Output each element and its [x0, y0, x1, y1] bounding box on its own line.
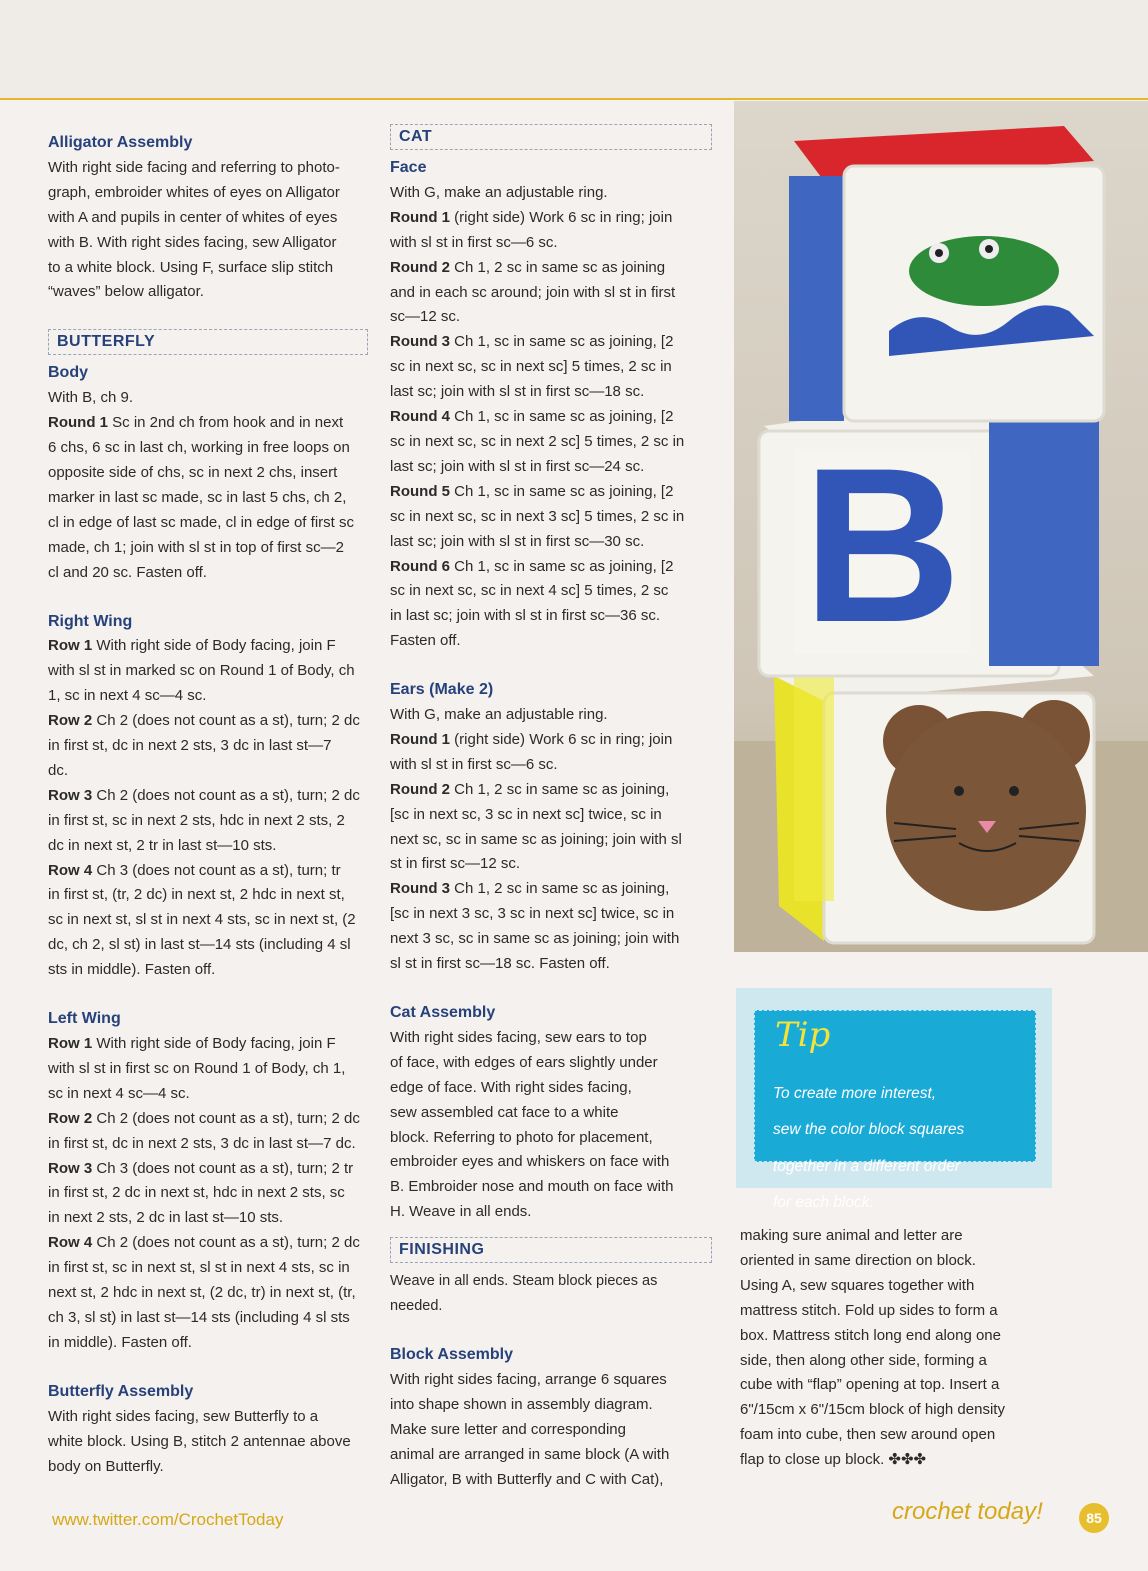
instruction-line [48, 486, 368, 511]
step-label: Round 2 [390, 258, 450, 276]
step-text: sl st in first sc—18 sc. Fasten off. [390, 955, 610, 973]
step-text: (right side) Work 6 sc in ring; join [450, 730, 673, 748]
instruction-line [390, 952, 712, 977]
instruction-line [48, 1082, 368, 1107]
step-text: Ch 2 (does not count as a st), turn; 2 dc [92, 786, 360, 804]
text-line: making sure animal and letter are [740, 1227, 963, 1244]
instruction-line [48, 1256, 368, 1281]
step-text: last sc; join with sl st in first sc—24 sc. [390, 457, 645, 475]
instruction-line [390, 380, 712, 405]
text-line: graph, embroider whites of eyes on Alligator [48, 183, 340, 201]
step-text: Ch 1, sc in same sc as joining, [2 [450, 482, 674, 500]
instruction-line [48, 536, 368, 561]
block-letter: B [802, 422, 962, 668]
step-label: Row 4 [48, 1234, 93, 1252]
text-line: oriented in same direction on block. [740, 1251, 976, 1269]
step-label: Row 3 [48, 1159, 93, 1177]
step-text: in next 2 sts, 2 dc in last st—10 sts. [48, 1209, 284, 1227]
text-line: for each block. [773, 1194, 874, 1211]
instruction-line [390, 281, 712, 306]
cat-section-header: CAT [390, 124, 712, 150]
instruction-line [48, 933, 368, 958]
text-line: foam into cube, then sew around open [740, 1426, 996, 1444]
step-text: With G, make an adjustable ring. [390, 706, 608, 724]
block-assembly-text [390, 1368, 712, 1493]
instruction-line [48, 1132, 368, 1157]
text-line: Using A, sew squares together with [740, 1276, 975, 1294]
step-text: next 3 sc, sc in same sc as joining; join with [390, 930, 680, 948]
instruction-line [390, 778, 712, 803]
step-text: sc in next 4 sc—4 sc. [48, 1084, 190, 1102]
text-line: with B. With right sides facing, sew Alligator [48, 233, 337, 251]
step-text: and in each sc around; join with sl st in first [390, 283, 676, 301]
instruction-line [48, 561, 368, 586]
step-text: with sl st in marked sc on Round 1 of Body, ch [48, 662, 355, 680]
instruction-line [390, 355, 712, 380]
instruction-line [390, 505, 712, 530]
step-label: Round 2 [390, 780, 450, 798]
step-text: sts in middle). Fasten off. [48, 961, 216, 979]
instruction-line [48, 734, 368, 759]
instruction-line [48, 908, 368, 933]
text-line: side, then along other side, forming a [740, 1351, 987, 1369]
text-line: sew the color block squares [773, 1121, 965, 1138]
step-text: Fasten off. [390, 632, 461, 650]
step-text: Ch 2 (does not count as a st), turn; 2 dc [92, 1234, 360, 1252]
instruction-line [48, 883, 368, 908]
step-label: Round 5 [390, 482, 450, 500]
step-text: next sc, sc in same sc as joining; join with sl [390, 830, 682, 848]
step-text: Ch 2 (does not count as a st), turn; 2 dc [92, 1109, 360, 1127]
step-text: st in first sc—12 sc. [390, 855, 521, 873]
text-line: embroider eyes and whiskers on face with [390, 1153, 670, 1171]
instruction-line [390, 629, 712, 654]
right-column-continuation [740, 1224, 1040, 1473]
instruction-line [48, 659, 368, 684]
cat-assembly-text [390, 1026, 712, 1225]
alligator-assembly-heading: Alligator Assembly [48, 134, 193, 151]
instruction-line [390, 828, 712, 853]
instruction-line [390, 728, 712, 753]
text-line: To create more interest, [773, 1084, 937, 1102]
stacked-blocks-illustration [734, 101, 1148, 952]
instruction-line [48, 1206, 368, 1231]
left-wing-heading: Left Wing [48, 1010, 121, 1028]
text-line: white block. Using B, stitch 2 antennae above [48, 1432, 351, 1450]
text-line: to a white block. Using F, surface slip stitch [48, 258, 334, 276]
footer-brand: crochet today! [892, 1498, 1043, 1525]
step-label: Round 3 [390, 880, 450, 898]
middle-column [390, 124, 712, 1492]
step-text: in first st, sc in next 2 sts, hdc in next 2 sts, 2 [48, 811, 345, 829]
step-text: cl and 20 sc. Fasten off. [48, 563, 207, 581]
step-text: with sl st in first sc on Round 1 of Body, ch 1, [48, 1059, 346, 1077]
text-line: cube with “flap” opening at top. Insert a [740, 1376, 1000, 1394]
text-line: together in a different order [773, 1157, 960, 1175]
step-label: Round 6 [390, 557, 450, 575]
instruction-line [48, 709, 368, 734]
instruction-line [390, 555, 712, 580]
step-text: dc. [48, 761, 69, 779]
text-line: edge of face. With right sides facing, [390, 1078, 632, 1096]
step-label: Row 3 [48, 786, 93, 804]
face-heading: Face [390, 159, 427, 176]
instruction-line [48, 436, 368, 461]
step-text: Ch 1, 2 sc in same sc as joining, [450, 880, 670, 898]
instruction-line [48, 784, 368, 809]
step-text: marker in last sc made, sc in last 5 chs, ch 2, [48, 488, 347, 506]
instruction-line [390, 703, 712, 728]
body-text [48, 386, 368, 585]
instruction-line [48, 1057, 368, 1082]
instruction-line [48, 1181, 368, 1206]
ears-heading: Ears (Make 2) [390, 681, 494, 699]
instruction-line [48, 1231, 368, 1256]
body-heading: Body [48, 364, 88, 382]
text-line: B. Embroider nose and mouth on face with [390, 1178, 674, 1196]
step-text: sc in next sc, sc in next 4 sc] 5 times, 2 sc [390, 582, 669, 600]
instruction-line [390, 902, 712, 927]
instruction-line [390, 579, 712, 604]
step-label: Round 1 [390, 208, 450, 226]
step-text: Ch 1, sc in same sc as joining, [2 [450, 557, 674, 575]
tip-title: Tip [775, 1015, 831, 1055]
left-wing-text [48, 1032, 368, 1356]
step-text: Ch 1, 2 sc in same sc as joining [450, 258, 666, 276]
step-text: in first st, dc in next 2 sts, 3 dc in last st—7 [48, 737, 332, 755]
text-line: of face, with edges of ears slightly under [390, 1053, 658, 1071]
instruction-line [390, 852, 712, 877]
text-line: With right side facing and referring to photo- [48, 158, 340, 176]
page-header-band [0, 0, 1148, 98]
step-text: Ch 3 (does not count as a st), turn; tr [92, 861, 341, 879]
step-label: Row 4 [48, 861, 93, 879]
instruction-line [390, 206, 712, 231]
text-line: Make sure letter and corresponding [390, 1420, 626, 1438]
step-text: last sc; join with sl st in first sc—30 sc. [390, 532, 645, 550]
step-text: With right side of Body facing, join F [92, 637, 336, 655]
instruction-line [48, 859, 368, 884]
step-text: Ch 1, sc in same sc as joining, [2 [450, 333, 674, 351]
step-text: With G, make an adjustable ring. [390, 183, 608, 201]
step-text: in first st, (tr, 2 dc) in next st, 2 hdc in next st, [48, 886, 345, 904]
instruction-line [390, 430, 712, 455]
step-text: sc in next sc, sc in next sc] 5 times, 2 sc in [390, 358, 672, 376]
step-text: sc—12 sc. [390, 308, 461, 326]
instruction-line [48, 411, 368, 436]
right-wing-heading: Right Wing [48, 612, 133, 630]
step-text: Ch 1, 2 sc in same sc as joining, [450, 780, 670, 798]
instruction-line [390, 803, 712, 828]
text-line: With right sides facing, sew Butterfly to a [48, 1407, 319, 1425]
text-line: With right sides facing, arrange 6 squares [390, 1370, 667, 1388]
step-text: sc in next sc, sc in next 2 sc] 5 times, 2 sc in [390, 432, 685, 450]
text-line: With right sides facing, sew ears to top [390, 1028, 647, 1046]
tip-text [773, 1067, 1023, 1229]
step-text: sc in next st, sl st in next 4 sts, sc in next st, (2 [48, 911, 356, 929]
instruction-line [48, 1306, 368, 1331]
text-line: with A and pupils in center of whites of eyes [48, 208, 338, 226]
step-text: Ch 2 (does not count as a st), turn; 2 dc [92, 712, 360, 730]
butterfly-assembly-text [48, 1405, 368, 1480]
step-text: ch 3, sl st) in last st—14 sts (including 4 sl sts [48, 1308, 350, 1326]
step-text: opposite side of chs, sc in next 2 chs, insert [48, 463, 338, 481]
instruction-line [48, 1331, 368, 1356]
step-text: With B, ch 9. [48, 389, 134, 407]
step-text: dc, ch 2, sl st) in last st—14 sts (including 4 sl [48, 936, 351, 954]
instruction-line [48, 634, 368, 659]
cat-assembly-heading: Cat Assembly [390, 1004, 496, 1021]
ears-text [390, 703, 712, 977]
left-column [48, 131, 368, 1479]
step-text: (right side) Work 6 sc in ring; join [450, 208, 673, 226]
instruction-line [48, 1032, 368, 1057]
step-text: With right side of Body facing, join F [92, 1035, 336, 1052]
step-text: Ch 1, sc in same sc as joining, [2 [450, 408, 674, 426]
step-text: 6 chs, 6 sc in last ch, working in free loops on [48, 439, 350, 457]
tip-inner-panel [754, 1010, 1036, 1211]
step-text: in middle). Fasten off. [48, 1333, 192, 1351]
text-line: flap to close up block. ✤✤✤ [740, 1451, 927, 1469]
face-text [390, 181, 712, 654]
step-text: in first st, dc in next 2 sts, 3 dc in last st—7 dc. [48, 1134, 356, 1152]
block-assembly-continued-text [740, 1224, 1040, 1473]
step-text: made, ch 1; join with sl st in top of first sc—2 [48, 538, 344, 556]
step-label: Row 2 [48, 1109, 93, 1127]
finishing-text: Weave in all ends. Steam block pieces as needed. [390, 1273, 658, 1315]
instruction-line [390, 877, 712, 902]
butterfly-assembly-heading: Butterfly Assembly [48, 1382, 194, 1400]
instruction-line [390, 181, 712, 206]
butterfly-section-header: BUTTERFLY [48, 329, 368, 355]
instruction-line [48, 684, 368, 709]
crochet-blocks-photo [734, 101, 1148, 952]
text-line: sew assembled cat face to a white [390, 1103, 619, 1121]
finishing-section-header: FINISHING [390, 1237, 712, 1263]
instruction-line [390, 927, 712, 952]
step-text: dc in next st, 2 tr in last st—10 sts. [48, 836, 277, 854]
instruction-line [48, 809, 368, 834]
instruction-line [48, 461, 368, 486]
step-text: in last sc; join with sl st in first sc—36 sc. [390, 607, 661, 625]
instruction-line [390, 330, 712, 355]
text-line: “waves” below alligator. [48, 283, 204, 301]
step-text: in first st, 2 dc in next st, hdc in next 2 sts, sc [48, 1184, 345, 1202]
alligator-assembly-text [48, 156, 368, 305]
text-line: Alligator, B with Butterfly and C with Cat), [390, 1470, 664, 1488]
instruction-line [48, 958, 368, 983]
header-rule [0, 98, 1148, 100]
step-label: Round 3 [390, 333, 450, 351]
text-line: mattress stitch. Fold up sides to form a [740, 1301, 998, 1319]
step-label: Row 2 [48, 712, 93, 730]
instruction-line [48, 834, 368, 859]
step-label: Row 1 [48, 637, 93, 655]
instruction-line [390, 231, 712, 256]
instruction-line [48, 1107, 368, 1132]
instruction-line [390, 753, 712, 778]
step-text: cl in edge of last sc made, cl in edge of first sc [48, 513, 354, 531]
step-text: Ch 3 (does not count as a st), turn; 2 tr [92, 1159, 354, 1177]
text-line: 6"/15cm x 6"/15cm block of high density [740, 1401, 1005, 1419]
footer-url: www.twitter.com/CrochetToday [52, 1510, 284, 1529]
right-wing-text [48, 634, 368, 983]
text-line: body on Butterfly. [48, 1457, 164, 1475]
step-text: [sc in next 3 sc, 3 sc in next sc] twice, sc in [390, 905, 675, 923]
step-text: last sc; join with sl st in first sc—18 sc. [390, 383, 645, 401]
instruction-line [390, 604, 712, 629]
instruction-line [48, 511, 368, 536]
page-number: 85 [1079, 1503, 1109, 1533]
block-assembly-heading: Block Assembly [390, 1345, 514, 1363]
step-text: with sl st in first sc—6 sc. [390, 755, 558, 773]
step-text: [sc in next sc, 3 sc in next sc] twice, sc in [390, 805, 662, 823]
step-text: in first st, sc in next st, sl st in next 4 sts, sc in [48, 1259, 350, 1277]
instruction-line [48, 1157, 368, 1182]
step-text: sc in next sc, sc in next 3 sc] 5 times, 2 sc in [390, 507, 685, 525]
instruction-line [390, 405, 712, 430]
step-label: Row 1 [48, 1035, 93, 1052]
instruction-line [390, 305, 712, 330]
step-label: Round 1 [48, 414, 108, 432]
instruction-line [48, 759, 368, 784]
instruction-line [48, 1281, 368, 1306]
step-text: Sc in 2nd ch from hook and in next [108, 414, 344, 432]
step-label: Round 4 [390, 408, 450, 426]
step-text: 1, sc in next 4 sc—4 sc. [48, 687, 207, 705]
instruction-line [390, 530, 712, 555]
text-line: animal are arranged in same block (A with [390, 1445, 670, 1463]
tip-box [736, 988, 1052, 1211]
step-text: with sl st in first sc—6 sc. [390, 233, 558, 251]
text-line: box. Mattress stitch long end along one [740, 1326, 1001, 1344]
text-line: block. Referring to photo for placement, [390, 1128, 653, 1146]
step-text: next st, 2 hdc in next st, (2 dc, tr) in next st, (tr, [48, 1284, 356, 1302]
step-label: Round 1 [390, 730, 450, 748]
instruction-line [390, 256, 712, 281]
text-line: H. Weave in all ends. [390, 1203, 532, 1221]
instruction-line [48, 386, 368, 411]
text-line: into shape shown in assembly diagram. [390, 1395, 653, 1413]
instruction-line [390, 480, 712, 505]
instruction-line [390, 455, 712, 480]
